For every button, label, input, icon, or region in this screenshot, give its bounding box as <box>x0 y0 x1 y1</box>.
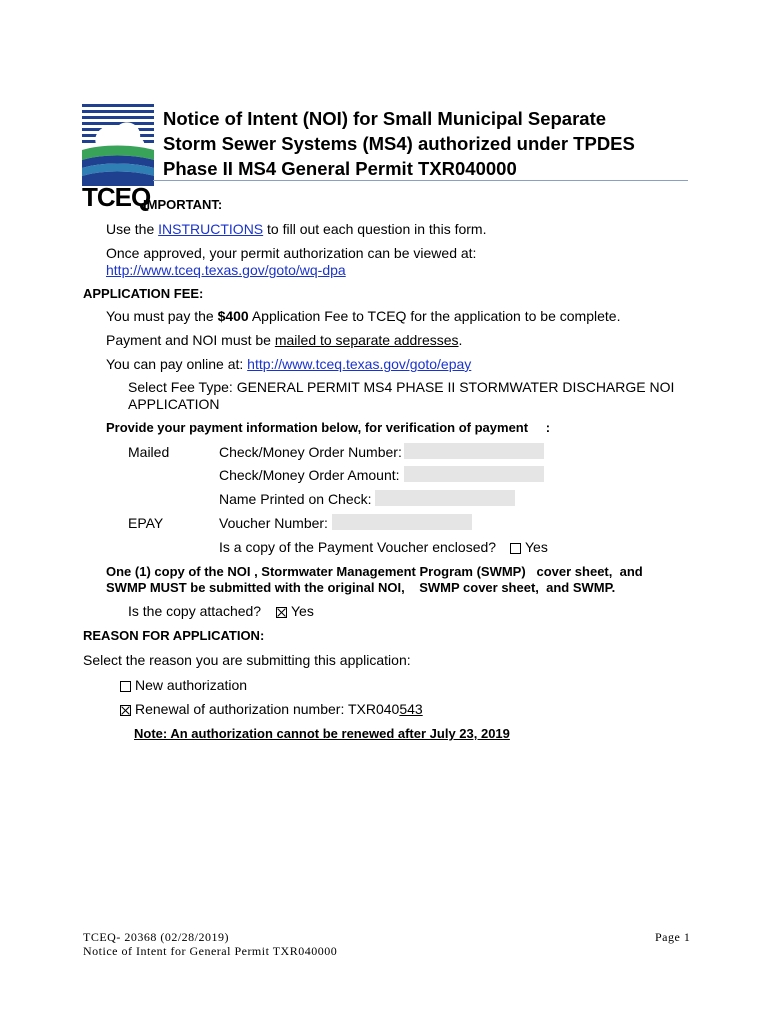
pay-fee-line <box>106 307 620 325</box>
form-title-line2: Storm Sewer Systems (MS4) authorized under TPDES <box>163 133 635 154</box>
new-authorization-option[interactable] <box>120 676 247 694</box>
renewal-note: Note: An authorization cannot be renewed after July 23, 2019 <box>134 726 510 741</box>
dpa-link[interactable]: http://www.tceq.texas.gov/goto/wq-dpa <box>106 262 346 278</box>
online-pre-text: You can pay online at: <box>106 356 244 372</box>
once-approved-text: Once approved, your permit authorization can be viewed at: <box>106 245 477 261</box>
application-fee-heading: APPLICATION FEE: <box>83 286 204 301</box>
epay-link[interactable]: http://www.tceq.texas.gov/goto/epay <box>247 356 472 372</box>
check-amount-field[interactable] <box>404 466 544 482</box>
renewal-number-field[interactable]: 543 <box>399 701 423 717</box>
renewal-checkbox[interactable] <box>120 705 131 716</box>
title-divider <box>153 180 688 181</box>
fee-type-line2: APPLICATION <box>128 396 220 412</box>
reason-heading: REASON FOR APPLICATION: <box>83 628 265 643</box>
mail-post-text: . <box>458 332 463 348</box>
copy-attached-checkbox[interactable] <box>276 607 287 618</box>
copy-attached-question: Is the copy attached? <box>128 603 262 619</box>
new-authorization-label: New authorization <box>135 677 248 693</box>
fee-type-line1: Select Fee Type: GENERAL PERMIT MS4 PHASE II STORMWATER DISCHARGE NOI <box>128 379 675 395</box>
voucher-number-label: Voucher Number: <box>219 515 328 531</box>
renewal-option[interactable] <box>120 700 423 718</box>
separate-addresses-link[interactable]: mailed to separate addresses <box>274 332 459 348</box>
instructions-link[interactable]: INSTRUCTIONS <box>158 221 264 237</box>
reason-select-text: Select the reason you are submitting this application: <box>83 652 411 668</box>
important-heading: IMPORTANT: <box>143 197 223 212</box>
voucher-copy-yes-label: Yes <box>525 539 548 555</box>
form-title-line1: Notice of Intent (NOI) for Small Municipal Separate <box>163 108 607 129</box>
voucher-copy-option[interactable] <box>510 538 548 556</box>
instructions-line <box>106 220 486 238</box>
copy-requirement-line2: SWMP MUST be submitted with the original NOI, SWMP cover sheet, and SWMP. <box>106 580 616 595</box>
check-number-label: Check/Money Order Number: <box>219 444 402 460</box>
fee-amount: $400 <box>217 308 249 324</box>
pay-post-text: Application Fee to TCEQ for the application to be complete. <box>251 308 621 324</box>
copy-attached-yes-label: Yes <box>291 603 314 619</box>
provide-payment-line <box>106 419 550 437</box>
fill-out-text: to fill out each question in this form. <box>267 221 487 237</box>
footer-page-number: Page 1 <box>655 930 691 944</box>
mail-line <box>106 331 462 349</box>
new-authorization-checkbox[interactable] <box>120 681 131 692</box>
check-number-field[interactable] <box>404 443 544 459</box>
online-line <box>106 355 471 373</box>
voucher-copy-checkbox[interactable] <box>510 543 521 554</box>
mail-pre-text: Payment and NOI must be <box>106 332 271 348</box>
name-printed-label: Name Printed on Check: <box>219 491 372 507</box>
epay-label: EPAY <box>128 515 164 531</box>
pay-pre-text: You must pay the <box>106 308 214 324</box>
tceq-logo-text: TCEQ <box>82 182 151 212</box>
footer-form-id: TCEQ- 20368 (02/28/2019) <box>83 930 229 944</box>
provide-text: Provide your payment information below, for verification of payment <box>106 420 529 435</box>
provide-colon: : <box>545 420 551 435</box>
tceq-logo-graphic <box>82 104 154 186</box>
form-title-line3: Phase II MS4 General Permit TXR040000 <box>163 158 517 179</box>
use-the-text: Use the <box>106 221 155 237</box>
copy-attached-option[interactable] <box>276 602 314 620</box>
renewal-label: Renewal of authorization number: TXR040 <box>135 701 400 717</box>
copy-requirement-line1: One (1) copy of the NOI , Stormwater Management Program (SWMP) cover sheet, and <box>106 564 643 579</box>
voucher-number-field[interactable] <box>332 514 472 530</box>
check-amount-label: Check/Money Order Amount: <box>219 467 400 483</box>
name-printed-field[interactable] <box>375 490 515 506</box>
mailed-label: Mailed <box>128 444 170 460</box>
footer-form-name: Notice of Intent for General Permit TXR040000 <box>83 944 338 958</box>
voucher-copy-question: Is a copy of the Payment Voucher enclosed? <box>219 539 497 555</box>
